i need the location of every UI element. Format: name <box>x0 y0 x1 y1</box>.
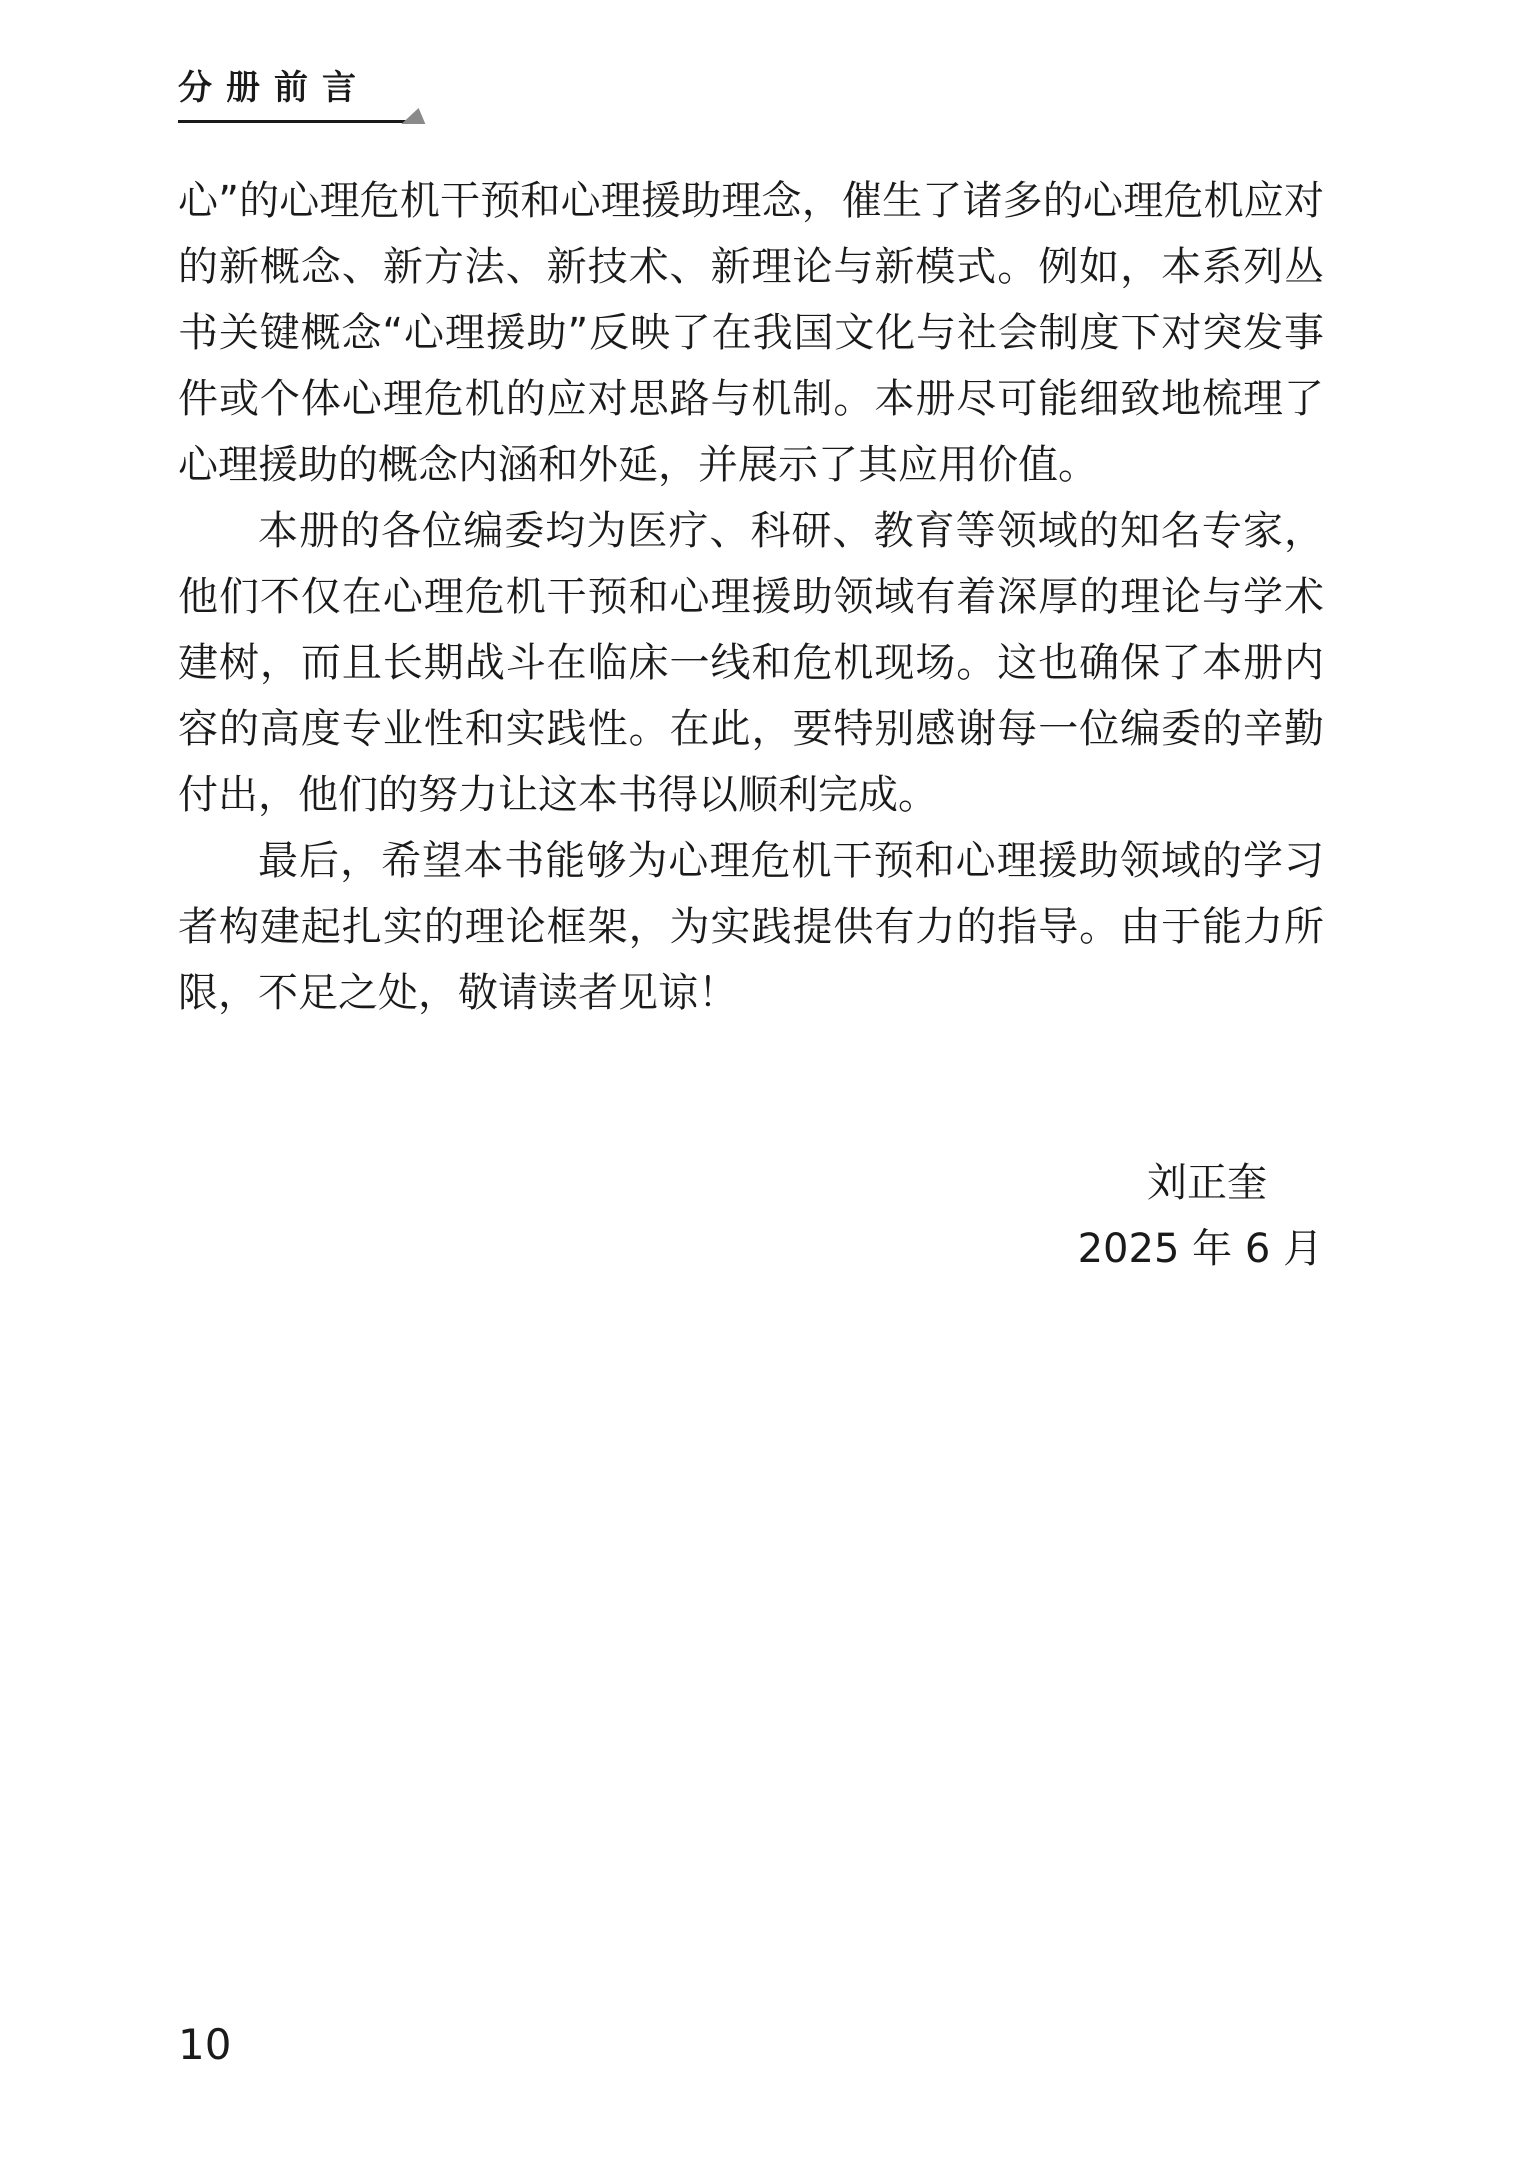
paragraph-2: 本册的各位编委均为医疗、科研、教育等领域的知名专家，他们不仅在心理危机干预和心理援助领域有着深厚的理论与学术建树，而且长期战斗在临床一线和危机现场。这也确保了本册内容的高度专业性和实践性。在此，要特别感谢每一位编委的辛勤付出，他们的努力让这本书得以顺利完成。 <box>178 508 1324 818</box>
body-text <box>178 168 1324 1026</box>
signature-author: 刘正奎 <box>1147 1160 1267 1206</box>
signature-date: 2025 年 6 月 <box>1077 1226 1323 1272</box>
page-number: 10 <box>178 2020 232 2069</box>
header-corner-mark <box>401 108 434 124</box>
section-title: 分册前言 <box>178 68 370 108</box>
paragraph-1: 心”的心理危机干预和心理援助理念，催生了诸多的心理危机应对的新概念、新方法、新技术、新理论与新模式。例如，本系列丛书关键概念“心理援助”反映了在我国文化与社会制度下对突发事件或个体心理危机的应对思路与机制。本册尽可能细致地梳理了心理援助的概念内涵和外延，并展示了其应用价值。 <box>178 178 1324 488</box>
signature-block <box>1078 1150 1323 1282</box>
header-underline <box>178 120 410 123</box>
running-header <box>178 60 438 130</box>
paragraph-3: 最后，希望本书能够为心理危机干预和心理援助领域的学习者构建起扎实的理论框架，为实践提供有力的指导。由于能力所限，不足之处，敬请读者见谅！ <box>178 838 1324 1016</box>
